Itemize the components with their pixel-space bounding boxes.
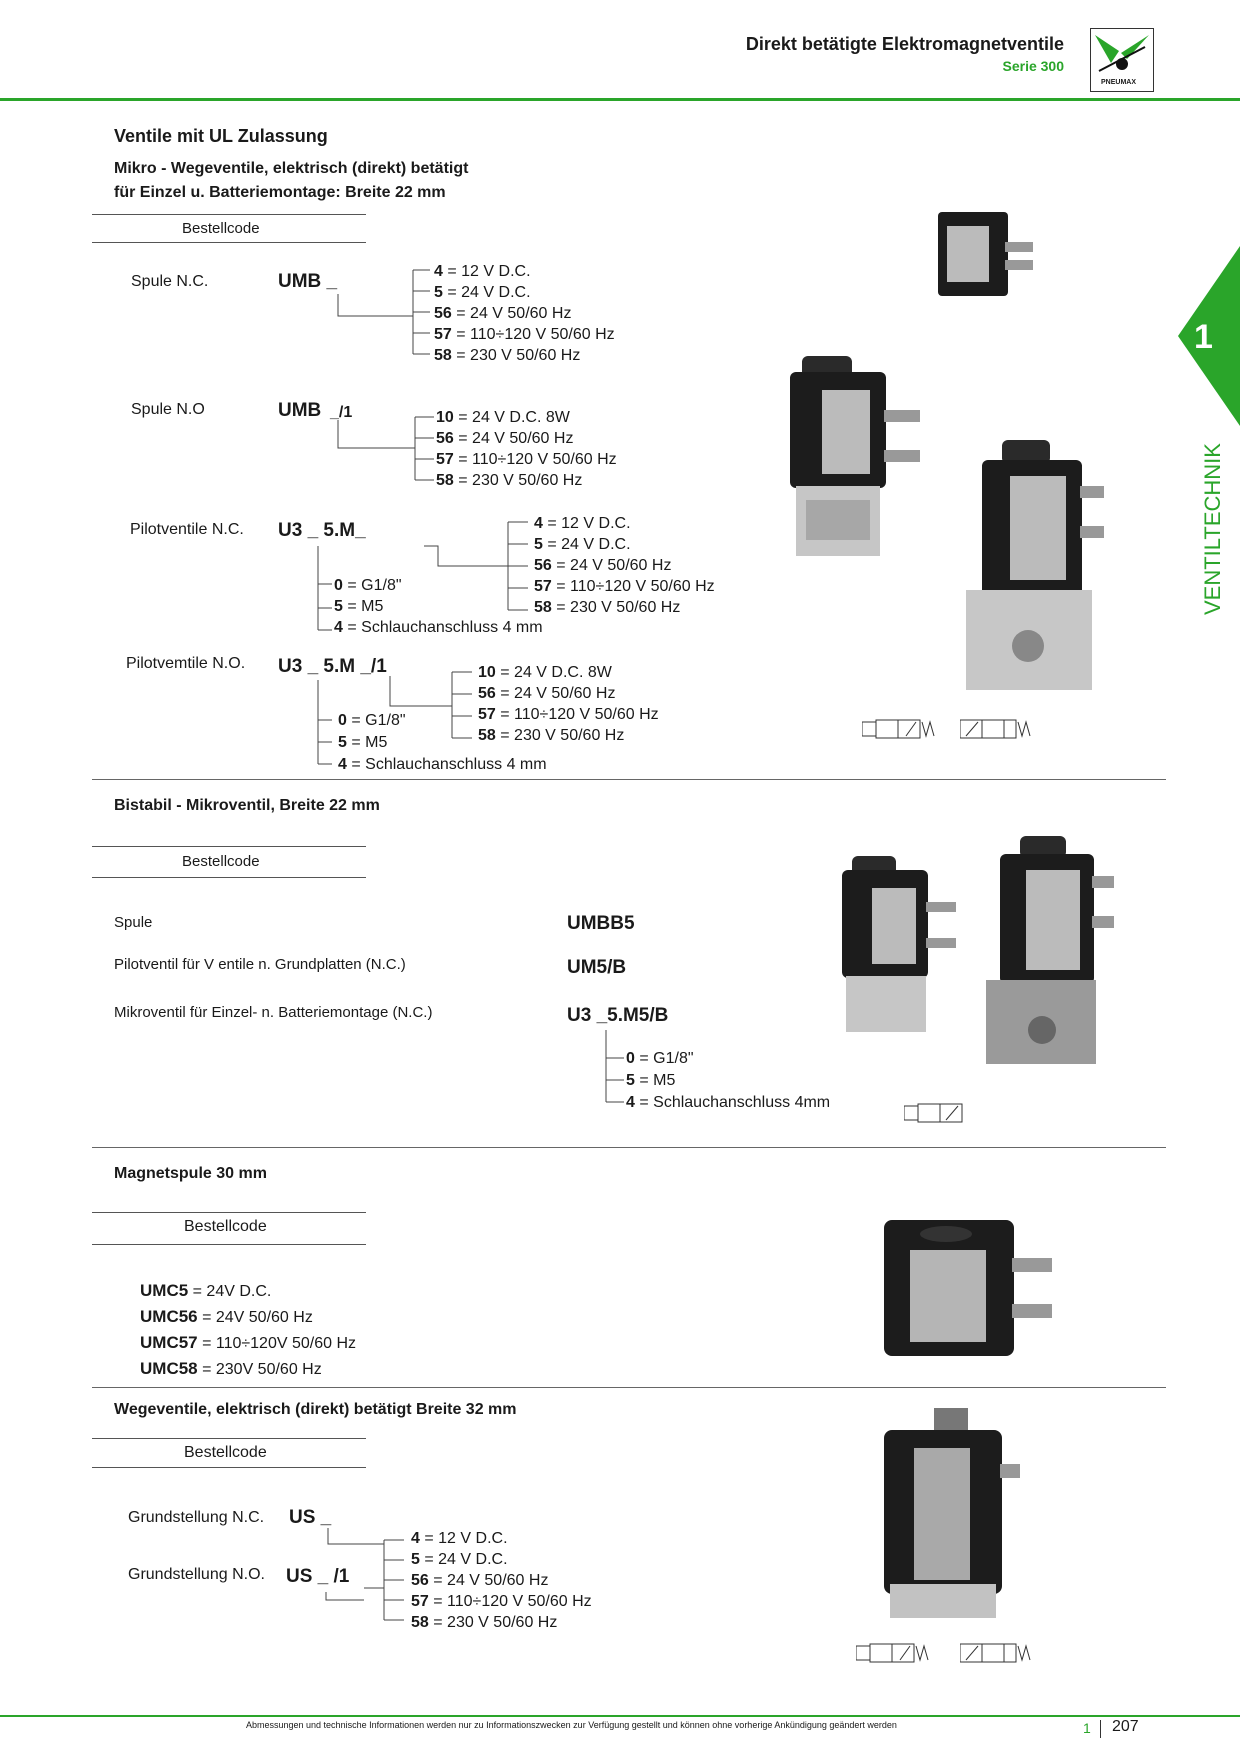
order-code-rule-top (92, 1212, 366, 1213)
section-divider (92, 779, 1166, 780)
chapter-tab-label: VENTILTECHNIK (1200, 443, 1225, 615)
order-code: U3 _ 5.M_ (278, 520, 366, 541)
section1-subtitle-2: für Einzel u. Batteriemontage: Breite 22 mm (114, 184, 446, 201)
row-label: Pilotventil für V entile n. Grundplatten (N.C.) (114, 956, 406, 973)
footer-disclaimer: Abmessungen und technische Informationen werden nur zu Informationszwecken zur Verfügung gestellt und können ohne vorherige Ankündigung geändert werden (246, 1720, 897, 1730)
order-code-rule-bottom (92, 877, 366, 878)
brand-logo (1090, 28, 1154, 92)
order-code-rule-bottom (92, 1244, 366, 1245)
section3-title: Magnetspule 30 mm (114, 1165, 267, 1182)
footer-separator (1100, 1720, 1101, 1738)
header-rule (0, 98, 1240, 101)
section-divider (92, 1147, 1166, 1148)
row-label: Grundstellung N.O. (128, 1566, 265, 1583)
code-bracket (330, 410, 436, 490)
product-photo-valve-2 (962, 436, 1112, 696)
order-code-rule-bottom (92, 1467, 366, 1468)
options-list: 4 = 12 V D.C. 5 = 24 V D.C. 56 = 24 V 50/60 Hz 57 = 110÷120 V 50/60 Hz 58 = 230 V 50/60 Hz (411, 1530, 592, 1631)
product-photo-valve-32mm (874, 1404, 1026, 1624)
order-code: UMBB5 (567, 913, 635, 934)
chapter-tab-number: 1 (1194, 318, 1213, 356)
section1-subtitle-1: Mikro - Wegeventile, elektrisch (direkt) betätigt (114, 160, 469, 177)
valve-symbol-bistable (904, 1096, 966, 1130)
order-code-label: Bestellcode (184, 1444, 267, 1461)
coil-code-list: UMC5 = 24V D.C. UMC56 = 24V 50/60 Hz UMC57 = 110÷120V 50/60 Hz UMC58 = 230V 50/60 Hz (140, 1281, 357, 1378)
product-photo-bistable-2 (982, 832, 1116, 1068)
port-list: 0 = G1/8" 5 = M5 4 = Schlauchanschluss 4 mm (338, 712, 547, 773)
row-label: Spule N.C. (131, 273, 209, 290)
valve-symbol-nc-32 (856, 1636, 930, 1670)
order-code-suffix: _/1 (330, 404, 353, 421)
order-code-rule-top (92, 214, 366, 215)
section-divider (92, 1387, 1166, 1388)
port-list: 0 = G1/8" 5 = M5 4 = Schlauchanschluss 4mm (626, 1050, 831, 1111)
footer-chapter: 1 (1083, 1720, 1091, 1736)
product-photo-coil-small (935, 208, 1045, 304)
order-code-rule-top (92, 846, 366, 847)
order-code: U3 _5.M5/B (567, 1005, 669, 1026)
order-code-label: Bestellcode (184, 1218, 267, 1235)
footer-page-number: 207 (1112, 1718, 1139, 1735)
row-label: Spule N.O (131, 401, 205, 418)
logo-text: PNEUMAX (1101, 79, 1137, 86)
valve-symbol-nc (862, 712, 936, 746)
page-header-series: Serie 300 (1002, 58, 1064, 74)
row-label: Pilotvemtile N.O. (126, 655, 246, 672)
order-code: U3 _ 5.M _/1 (278, 656, 387, 677)
product-photo-valve-1 (780, 350, 940, 570)
valve-symbol-no-32 (960, 1636, 1034, 1670)
order-code: US _ (289, 1507, 332, 1528)
footer-rule (0, 1715, 1240, 1717)
port-list: 0 = G1/8" 5 = M5 4 = Schlauchanschluss 4 mm (334, 577, 543, 636)
section4-title: Wegeventile, elektrisch (direkt) betätigt Breite 32 mm (114, 1401, 517, 1418)
order-code: US _ /1 (286, 1566, 350, 1587)
code-bracket (330, 262, 430, 362)
row-label: Spule (114, 914, 153, 931)
order-code: UMB _ (278, 271, 338, 292)
order-code: UMB (278, 400, 322, 421)
code-bracket (320, 1528, 410, 1628)
page-header-title: Direkt betätigte Elektromagnetventile (745, 34, 1064, 54)
product-photo-bistable-1 (834, 852, 964, 1038)
options-list: 10 = 24 V D.C. 8W 56 = 24 V 50/60 Hz 57 = 110÷120 V 50/60 Hz 58 = 230 V 50/60 Hz (478, 664, 659, 744)
order-code-label: Bestellcode (182, 853, 260, 870)
section1-title: Ventile mit UL Zulassung (114, 126, 328, 146)
order-code-rule-top (92, 1438, 366, 1439)
order-code-rule-bottom (92, 242, 366, 243)
product-photo-coil-30mm (880, 1214, 1056, 1362)
section2-title: Bistabil - Mikroventil, Breite 22 mm (114, 797, 380, 814)
valve-symbol-no (960, 712, 1034, 746)
row-label: Pilotventile N.C. (130, 521, 244, 538)
options-list: 4 = 12 V D.C. 5 = 24 V D.C. 56 = 24 V 50/60 Hz 57 = 110÷120 V 50/60 Hz 58 = 230 V 50/60 Hz (534, 515, 715, 616)
options-list: 10 = 24 V D.C. 8W 56 = 24 V 50/60 Hz 57 = 110÷120 V 50/60 Hz 58 = 230 V 50/60 Hz (436, 409, 617, 489)
options-list: 4 = 12 V D.C. 5 = 24 V D.C. 56 = 24 V 50/60 Hz 57 = 110÷120 V 50/60 Hz 58 = 230 V 50/60 Hz (434, 263, 615, 364)
order-code-label: Bestellcode (182, 220, 260, 237)
order-code: UM5/B (567, 957, 627, 978)
row-label: Grundstellung N.C. (128, 1509, 265, 1526)
row-label: Mikroventil für Einzel- n. Batteriemontage (N.C.) (114, 1004, 433, 1021)
